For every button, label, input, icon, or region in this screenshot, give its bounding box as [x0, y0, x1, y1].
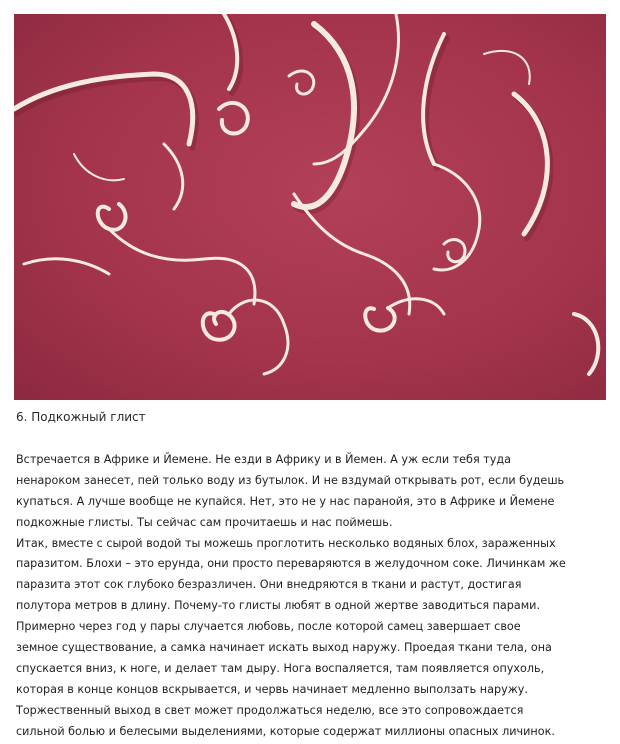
- paragraph-line: спускается вниз, к ноге, и делает там дыру. Нога воспаляется, там появляется опухоль,: [16, 661, 545, 675]
- paragraph-line: Встречается в Африке и Йемене. Не езди в Африку и в Йемен. А уж если тебя туда: [16, 453, 511, 466]
- paragraph-line: Торжественный выход в свет может продолжаться неделю, все это сопровождается: [16, 703, 524, 717]
- worm-photo: [14, 14, 606, 400]
- paragraph-line: сильной болью и белесыми выделениями, которые содержат миллионы опасных личинок.: [16, 724, 555, 738]
- paragraph-line: Итак, вместе с сырой водой ты можешь проглотить несколько водяных блох, зараженных: [16, 536, 556, 550]
- paragraph-line: земное существование, а самка начинает искать выход наружу. Проедая ткани тела, она: [16, 641, 552, 655]
- paragraph-line: полутора метров в длину. Почему-то глисты любят в одной жертве заводиться парами.: [16, 599, 541, 613]
- paragraph-line: Примерно через год у пары случается любовь, после которой самец завершает свое: [16, 620, 521, 634]
- paragraph-line: которая в конце концов вскрывается, и червь начинает медленно выползать наружу.: [16, 682, 528, 696]
- image-caption: 6. Подкожный глист: [16, 410, 146, 424]
- paragraph-line: паразитом. Блохи – это ерунда, они просто перевaряются в желудочном соке. Личинкам же: [16, 557, 566, 571]
- paragraph-line: паразита этот сок глубоко безразличен. Они внедряются в ткани и растут, достигая: [16, 578, 522, 592]
- paragraph-line: купаться. А лучше вообще не купайся. Нет, это не у нас паранойя, это в Африке и Йемене: [16, 494, 555, 508]
- article-paragraph: [16, 450, 608, 742]
- paragraph-line: ненароком занесет, пей только воду из бутылок. И не вздумай открывать рот, если будешь: [16, 473, 565, 487]
- paragraph-line: подкожные глисты. Ты сейчас сам прочитаешь и нас поймешь.: [16, 515, 393, 529]
- worm-photo-drawing: [14, 14, 606, 400]
